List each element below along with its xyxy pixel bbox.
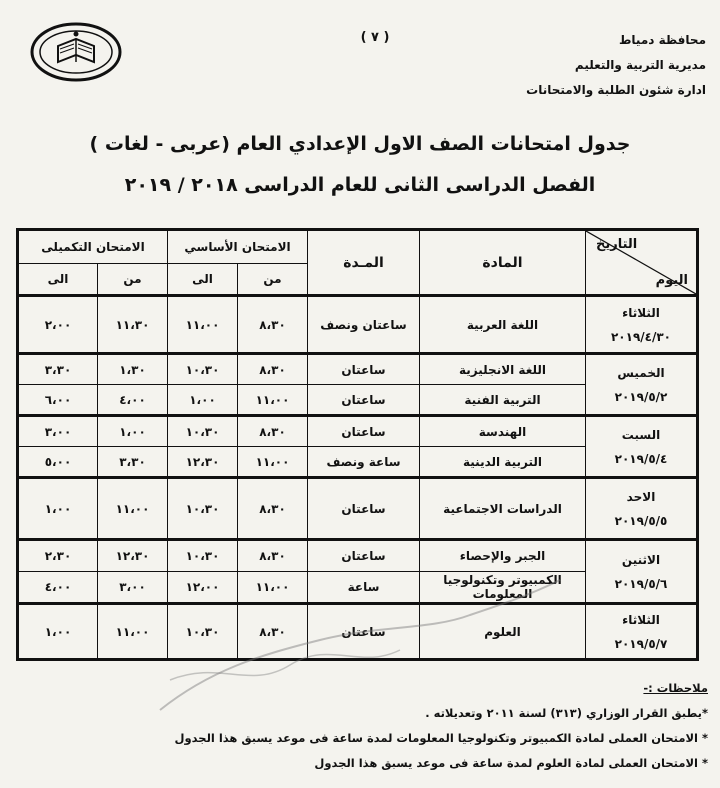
basic-exam-header: الامتحان الأساسي [168, 230, 308, 264]
supplementary-exam-header: الامتحان التكميلى [18, 230, 168, 264]
basic-from-cell: ٨،٣٠ [238, 604, 308, 660]
basic-to-cell: ١٠،٣٠ [168, 478, 238, 540]
note-item: *يطبق القرار الوزاري (٣١٣) لسنة ٢٠١١ وتعديلاته . [425, 706, 708, 720]
supp-to-cell: ٣،٣٠ [18, 354, 98, 385]
subject-cell: الجبر والإحصاء [420, 540, 586, 572]
duration-cell: ساعة [308, 572, 420, 604]
day-label: الخميس [617, 365, 665, 380]
schedule-subtitle: الفصل الدراسى الثانى للعام الدراسى ٢٠١٨ / ٢٠١٩ [124, 174, 596, 196]
exam-schedule-table [16, 228, 699, 661]
supp-to-cell: ٣،٠٠ [18, 416, 98, 447]
basic-from-cell: ٨،٣٠ [238, 540, 308, 572]
supp-from-cell: ١،٠٠ [98, 416, 168, 447]
date-day-header [586, 230, 698, 296]
basic-to-cell: ١٢،٣٠ [168, 447, 238, 478]
supp-to-cell: ٢،٣٠ [18, 540, 98, 572]
basic-to-cell: ١٢،٠٠ [168, 572, 238, 604]
day-label: الاحد [626, 489, 656, 504]
table-row [18, 478, 698, 540]
day-date-cell [586, 540, 698, 604]
supp-from-cell: ١١،٠٠ [98, 478, 168, 540]
basic-to-cell: ١٠،٣٠ [168, 604, 238, 660]
basic-from-cell: ٨،٣٠ [238, 416, 308, 447]
table-row [18, 416, 698, 447]
supp-from-header: من [98, 264, 168, 296]
supp-to-cell: ٥،٠٠ [18, 447, 98, 478]
note-item: * الامتحان العملى لمادة الكمبيوتر وتكنولوجيا المعلومات لمدة ساعة فى موعد يسبق هذا الجدول [174, 731, 708, 745]
date-label: ٢٠١٩/٥/٧ [614, 636, 668, 651]
day-label: الثلاثاء [622, 305, 660, 320]
duration-cell: ساعتان [308, 385, 420, 416]
subject-cell: العلوم [420, 604, 586, 660]
ministry-logo [30, 22, 122, 82]
department-line: ادارة شئون الطلبة والامتحانات [526, 83, 706, 97]
duration-header: المـدة [308, 230, 420, 296]
notes-heading: ملاحظات :- [643, 681, 708, 695]
duration-cell: ساعتان [308, 478, 420, 540]
supp-from-cell: ٣،٣٠ [98, 447, 168, 478]
supp-from-cell: ١١،٣٠ [98, 296, 168, 354]
day-label: الثلاثاء [622, 612, 660, 627]
basic-from-cell: ١١،٠٠ [238, 385, 308, 416]
date-header: التاريخ [596, 237, 638, 252]
basic-to-header: الى [168, 264, 238, 296]
duration-cell: ساعتان [308, 540, 420, 572]
basic-from-cell: ٨،٣٠ [238, 478, 308, 540]
subject-cell: التربية الفنية [420, 385, 586, 416]
subject-cell: الهندسة [420, 416, 586, 447]
note-item: * الامتحان العملى لمادة العلوم لمدة ساعة فى موعد يسبق هذا الجدول [314, 756, 708, 770]
supp-from-cell: ٣،٠٠ [98, 572, 168, 604]
subject-cell: التربية الدينية [420, 447, 586, 478]
basic-to-cell: ١٠،٣٠ [168, 416, 238, 447]
supp-to-cell: ٢،٠٠ [18, 296, 98, 354]
day-date-cell [586, 604, 698, 660]
supp-to-cell: ٤،٠٠ [18, 572, 98, 604]
table-row [18, 354, 698, 385]
supp-from-cell: ١٢،٣٠ [98, 540, 168, 572]
issuer-header [496, 28, 706, 103]
day-date-cell [586, 416, 698, 478]
duration-cell: ساعتان [308, 604, 420, 660]
basic-from-cell: ٨،٣٠ [238, 296, 308, 354]
header-row [18, 230, 698, 264]
subject-header: المادة [420, 230, 586, 296]
subject-cell: اللغة الانجليزية [420, 354, 586, 385]
day-header: اليوم [655, 273, 688, 288]
day-date-cell [586, 296, 698, 354]
basic-to-cell: ١١،٠٠ [168, 296, 238, 354]
supp-from-cell: ٤،٠٠ [98, 385, 168, 416]
notes-section [8, 676, 708, 776]
day-date-cell [586, 478, 698, 540]
supp-from-cell: ١،٣٠ [98, 354, 168, 385]
table-row [18, 604, 698, 660]
day-label: السبت [621, 427, 661, 442]
supp-to-cell: ١،٠٠ [18, 478, 98, 540]
subject-cell: الدراسات الاجتماعية [420, 478, 586, 540]
supp-to-cell: ١،٠٠ [18, 604, 98, 660]
date-label: ٢٠١٩/٥/٤ [614, 451, 668, 466]
duration-cell: ساعة ونصف [308, 447, 420, 478]
duration-cell: ساعتان [308, 416, 420, 447]
day-date-cell [586, 354, 698, 416]
subject-cell: اللغة العربية [420, 296, 586, 354]
basic-to-cell: ١٠،٣٠ [168, 354, 238, 385]
basic-from-cell: ١١،٠٠ [238, 447, 308, 478]
table-row [18, 540, 698, 572]
supp-to-header: الى [18, 264, 98, 296]
basic-from-header: من [238, 264, 308, 296]
basic-from-cell: ٨،٣٠ [238, 354, 308, 385]
schedule-title: جدول امتحانات الصف الاول الإعدادي العام (عربى - لغات ) [89, 133, 631, 155]
date-label: ٢٠١٩/٥/٢ [614, 389, 668, 404]
date-label: ٢٠١٩/٤/٣٠ [610, 329, 672, 344]
supp-to-cell: ٦،٠٠ [18, 385, 98, 416]
date-label: ٢٠١٩/٥/٦ [614, 576, 668, 591]
basic-to-cell: ١٠،٣٠ [168, 540, 238, 572]
subject-cell: الكمبيوتر وتكنولوجيا المعلومات [420, 572, 586, 604]
date-label: ٢٠١٩/٥/٥ [614, 513, 668, 528]
directorate-line: مديرية التربية والتعليم [574, 58, 706, 72]
supp-from-cell: ١١،٠٠ [98, 604, 168, 660]
governorate-line: محافظة دمياط [618, 33, 706, 47]
page-number: ( ٧ ) [360, 30, 390, 45]
day-label: الاثنين [621, 552, 661, 567]
duration-cell: ساعتان ونصف [308, 296, 420, 354]
duration-cell: ساعتان [308, 354, 420, 385]
basic-to-cell: ١،٠٠ [168, 385, 238, 416]
basic-from-cell: ١١،٠٠ [238, 572, 308, 604]
table-row [18, 296, 698, 354]
